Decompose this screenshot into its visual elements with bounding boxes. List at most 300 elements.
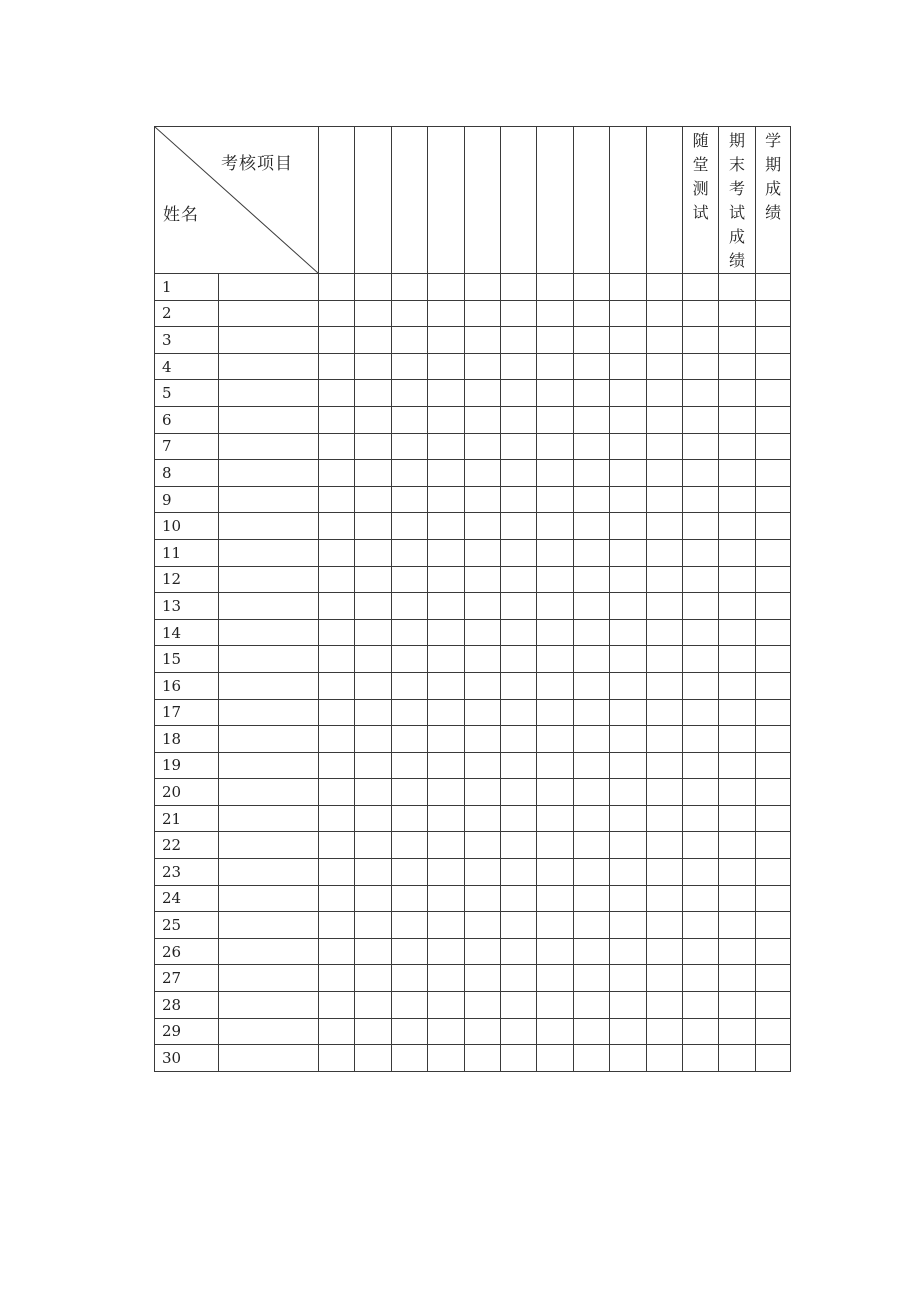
student-name-cell[interactable] <box>219 992 319 1019</box>
item-score-cell[interactable] <box>355 912 391 939</box>
item-score-cell[interactable] <box>464 300 500 327</box>
item-score-cell[interactable] <box>319 965 355 992</box>
term-grade-cell[interactable] <box>755 619 791 646</box>
quiz-score-cell[interactable] <box>682 726 718 753</box>
item-score-cell[interactable] <box>391 965 427 992</box>
item-score-cell[interactable] <box>355 1045 391 1072</box>
item-score-cell[interactable] <box>500 486 536 513</box>
item-score-cell[interactable] <box>537 300 573 327</box>
student-name-cell[interactable] <box>219 938 319 965</box>
term-grade-cell[interactable] <box>755 805 791 832</box>
student-name-cell[interactable] <box>219 832 319 859</box>
item-score-cell[interactable] <box>646 646 682 673</box>
item-score-cell[interactable] <box>537 992 573 1019</box>
item-score-cell[interactable] <box>537 274 573 301</box>
term-grade-cell[interactable] <box>755 859 791 886</box>
item-score-cell[interactable] <box>464 672 500 699</box>
item-score-cell[interactable] <box>319 699 355 726</box>
item-column-header[interactable] <box>646 127 682 274</box>
item-score-cell[interactable] <box>646 300 682 327</box>
item-score-cell[interactable] <box>319 406 355 433</box>
item-score-cell[interactable] <box>355 486 391 513</box>
item-score-cell[interactable] <box>573 513 609 540</box>
item-score-cell[interactable] <box>537 1018 573 1045</box>
student-name-cell[interactable] <box>219 380 319 407</box>
quiz-score-cell[interactable] <box>682 300 718 327</box>
item-score-cell[interactable] <box>319 752 355 779</box>
final-exam-score-cell[interactable] <box>719 486 755 513</box>
item-score-cell[interactable] <box>428 380 464 407</box>
item-score-cell[interactable] <box>610 513 646 540</box>
item-score-cell[interactable] <box>464 699 500 726</box>
item-score-cell[interactable] <box>537 699 573 726</box>
item-score-cell[interactable] <box>500 885 536 912</box>
student-name-cell[interactable] <box>219 486 319 513</box>
final-exam-score-cell[interactable] <box>719 699 755 726</box>
item-score-cell[interactable] <box>319 805 355 832</box>
item-score-cell[interactable] <box>464 433 500 460</box>
item-score-cell[interactable] <box>573 619 609 646</box>
item-score-cell[interactable] <box>610 593 646 620</box>
item-score-cell[interactable] <box>610 486 646 513</box>
quiz-score-cell[interactable] <box>682 938 718 965</box>
item-column-header[interactable] <box>319 127 355 274</box>
item-score-cell[interactable] <box>428 779 464 806</box>
item-score-cell[interactable] <box>391 513 427 540</box>
item-score-cell[interactable] <box>610 274 646 301</box>
student-name-cell[interactable] <box>219 779 319 806</box>
item-score-cell[interactable] <box>610 859 646 886</box>
item-score-cell[interactable] <box>610 965 646 992</box>
item-score-cell[interactable] <box>610 406 646 433</box>
item-score-cell[interactable] <box>646 965 682 992</box>
item-score-cell[interactable] <box>646 726 682 753</box>
item-score-cell[interactable] <box>464 965 500 992</box>
item-score-cell[interactable] <box>355 726 391 753</box>
item-score-cell[interactable] <box>428 406 464 433</box>
item-score-cell[interactable] <box>500 1045 536 1072</box>
item-score-cell[interactable] <box>355 752 391 779</box>
item-score-cell[interactable] <box>355 566 391 593</box>
item-score-cell[interactable] <box>355 619 391 646</box>
item-score-cell[interactable] <box>464 779 500 806</box>
item-score-cell[interactable] <box>391 646 427 673</box>
item-score-cell[interactable] <box>391 672 427 699</box>
item-score-cell[interactable] <box>646 672 682 699</box>
item-score-cell[interactable] <box>464 380 500 407</box>
item-score-cell[interactable] <box>319 779 355 806</box>
item-score-cell[interactable] <box>464 460 500 487</box>
item-score-cell[interactable] <box>573 380 609 407</box>
item-score-cell[interactable] <box>391 885 427 912</box>
item-score-cell[interactable] <box>391 327 427 354</box>
item-score-cell[interactable] <box>573 726 609 753</box>
item-score-cell[interactable] <box>319 1018 355 1045</box>
item-score-cell[interactable] <box>500 566 536 593</box>
item-score-cell[interactable] <box>319 353 355 380</box>
final-exam-score-cell[interactable] <box>719 406 755 433</box>
final-exam-score-cell[interactable] <box>719 832 755 859</box>
term-grade-cell[interactable] <box>755 832 791 859</box>
student-name-cell[interactable] <box>219 539 319 566</box>
quiz-score-cell[interactable] <box>682 380 718 407</box>
item-score-cell[interactable] <box>319 859 355 886</box>
item-score-cell[interactable] <box>537 619 573 646</box>
item-score-cell[interactable] <box>355 672 391 699</box>
item-score-cell[interactable] <box>464 805 500 832</box>
item-score-cell[interactable] <box>391 539 427 566</box>
item-score-cell[interactable] <box>573 859 609 886</box>
term-grade-cell[interactable] <box>755 460 791 487</box>
item-score-cell[interactable] <box>319 539 355 566</box>
item-score-cell[interactable] <box>537 805 573 832</box>
item-score-cell[interactable] <box>319 513 355 540</box>
item-column-header[interactable] <box>537 127 573 274</box>
item-score-cell[interactable] <box>319 646 355 673</box>
item-score-cell[interactable] <box>573 779 609 806</box>
item-score-cell[interactable] <box>573 1045 609 1072</box>
item-score-cell[interactable] <box>464 274 500 301</box>
item-score-cell[interactable] <box>573 486 609 513</box>
item-score-cell[interactable] <box>464 619 500 646</box>
student-name-cell[interactable] <box>219 593 319 620</box>
item-score-cell[interactable] <box>464 912 500 939</box>
final-exam-score-cell[interactable] <box>719 992 755 1019</box>
item-score-cell[interactable] <box>610 433 646 460</box>
item-score-cell[interactable] <box>537 353 573 380</box>
final-exam-score-cell[interactable] <box>719 1018 755 1045</box>
item-score-cell[interactable] <box>537 726 573 753</box>
item-score-cell[interactable] <box>573 274 609 301</box>
item-score-cell[interactable] <box>537 646 573 673</box>
item-score-cell[interactable] <box>500 992 536 1019</box>
item-score-cell[interactable] <box>537 832 573 859</box>
item-score-cell[interactable] <box>319 486 355 513</box>
item-score-cell[interactable] <box>319 327 355 354</box>
quiz-score-cell[interactable] <box>682 832 718 859</box>
item-score-cell[interactable] <box>610 539 646 566</box>
quiz-score-cell[interactable] <box>682 965 718 992</box>
item-score-cell[interactable] <box>646 779 682 806</box>
item-score-cell[interactable] <box>646 752 682 779</box>
item-score-cell[interactable] <box>428 353 464 380</box>
student-name-cell[interactable] <box>219 859 319 886</box>
item-score-cell[interactable] <box>355 859 391 886</box>
item-score-cell[interactable] <box>355 327 391 354</box>
item-score-cell[interactable] <box>464 513 500 540</box>
item-score-cell[interactable] <box>355 406 391 433</box>
item-score-cell[interactable] <box>428 938 464 965</box>
final-exam-score-cell[interactable] <box>719 619 755 646</box>
final-exam-score-cell[interactable] <box>719 380 755 407</box>
item-score-cell[interactable] <box>646 859 682 886</box>
item-score-cell[interactable] <box>428 1018 464 1045</box>
quiz-score-cell[interactable] <box>682 699 718 726</box>
final-exam-score-cell[interactable] <box>719 274 755 301</box>
item-score-cell[interactable] <box>391 566 427 593</box>
term-grade-cell[interactable] <box>755 726 791 753</box>
item-score-cell[interactable] <box>428 593 464 620</box>
student-name-cell[interactable] <box>219 885 319 912</box>
item-score-cell[interactable] <box>355 380 391 407</box>
term-grade-cell[interactable] <box>755 327 791 354</box>
item-score-cell[interactable] <box>500 460 536 487</box>
item-score-cell[interactable] <box>355 300 391 327</box>
term-grade-cell[interactable] <box>755 912 791 939</box>
item-score-cell[interactable] <box>391 380 427 407</box>
item-score-cell[interactable] <box>355 433 391 460</box>
item-score-cell[interactable] <box>500 672 536 699</box>
item-score-cell[interactable] <box>428 274 464 301</box>
item-score-cell[interactable] <box>355 832 391 859</box>
term-grade-cell[interactable] <box>755 646 791 673</box>
term-grade-cell[interactable] <box>755 353 791 380</box>
quiz-score-cell[interactable] <box>682 353 718 380</box>
item-score-cell[interactable] <box>391 353 427 380</box>
item-score-cell[interactable] <box>428 1045 464 1072</box>
item-score-cell[interactable] <box>500 699 536 726</box>
item-score-cell[interactable] <box>391 406 427 433</box>
item-score-cell[interactable] <box>610 672 646 699</box>
item-column-header[interactable] <box>428 127 464 274</box>
item-score-cell[interactable] <box>500 832 536 859</box>
item-score-cell[interactable] <box>319 300 355 327</box>
item-score-cell[interactable] <box>610 699 646 726</box>
item-score-cell[interactable] <box>464 752 500 779</box>
quiz-score-cell[interactable] <box>682 460 718 487</box>
quiz-score-cell[interactable] <box>682 274 718 301</box>
item-score-cell[interactable] <box>428 539 464 566</box>
item-score-cell[interactable] <box>646 380 682 407</box>
item-score-cell[interactable] <box>646 486 682 513</box>
item-score-cell[interactable] <box>537 672 573 699</box>
item-score-cell[interactable] <box>500 859 536 886</box>
item-score-cell[interactable] <box>500 353 536 380</box>
final-exam-score-cell[interactable] <box>719 965 755 992</box>
final-exam-score-cell[interactable] <box>719 912 755 939</box>
item-score-cell[interactable] <box>646 566 682 593</box>
item-score-cell[interactable] <box>355 353 391 380</box>
item-score-cell[interactable] <box>355 460 391 487</box>
item-score-cell[interactable] <box>464 327 500 354</box>
item-score-cell[interactable] <box>573 938 609 965</box>
item-score-cell[interactable] <box>319 433 355 460</box>
item-score-cell[interactable] <box>573 912 609 939</box>
term-grade-cell[interactable] <box>755 380 791 407</box>
item-score-cell[interactable] <box>428 513 464 540</box>
item-score-cell[interactable] <box>464 1045 500 1072</box>
item-score-cell[interactable] <box>500 406 536 433</box>
item-score-cell[interactable] <box>428 752 464 779</box>
item-score-cell[interactable] <box>537 593 573 620</box>
item-score-cell[interactable] <box>428 566 464 593</box>
item-score-cell[interactable] <box>610 1018 646 1045</box>
term-grade-cell[interactable] <box>755 699 791 726</box>
item-score-cell[interactable] <box>391 699 427 726</box>
item-score-cell[interactable] <box>355 1018 391 1045</box>
item-score-cell[interactable] <box>428 859 464 886</box>
quiz-score-cell[interactable] <box>682 433 718 460</box>
item-score-cell[interactable] <box>319 885 355 912</box>
item-score-cell[interactable] <box>355 593 391 620</box>
final-exam-score-cell[interactable] <box>719 859 755 886</box>
item-score-cell[interactable] <box>646 805 682 832</box>
final-exam-score-cell[interactable] <box>719 805 755 832</box>
item-score-cell[interactable] <box>573 593 609 620</box>
item-column-header[interactable] <box>610 127 646 274</box>
item-score-cell[interactable] <box>500 619 536 646</box>
item-score-cell[interactable] <box>573 327 609 354</box>
quiz-score-cell[interactable] <box>682 992 718 1019</box>
item-score-cell[interactable] <box>500 965 536 992</box>
item-score-cell[interactable] <box>391 805 427 832</box>
final-exam-score-cell[interactable] <box>719 513 755 540</box>
item-score-cell[interactable] <box>573 992 609 1019</box>
item-score-cell[interactable] <box>537 539 573 566</box>
final-exam-score-cell[interactable] <box>719 460 755 487</box>
final-exam-score-cell[interactable] <box>719 726 755 753</box>
item-score-cell[interactable] <box>573 672 609 699</box>
item-score-cell[interactable] <box>428 699 464 726</box>
item-score-cell[interactable] <box>355 965 391 992</box>
item-score-cell[interactable] <box>573 885 609 912</box>
quiz-score-cell[interactable] <box>682 593 718 620</box>
final-exam-score-cell[interactable] <box>719 300 755 327</box>
item-score-cell[interactable] <box>391 1018 427 1045</box>
item-score-cell[interactable] <box>464 406 500 433</box>
quiz-score-cell[interactable] <box>682 752 718 779</box>
term-grade-cell[interactable] <box>755 779 791 806</box>
item-column-header[interactable] <box>464 127 500 274</box>
item-score-cell[interactable] <box>319 566 355 593</box>
item-score-cell[interactable] <box>537 965 573 992</box>
item-score-cell[interactable] <box>573 965 609 992</box>
quiz-score-cell[interactable] <box>682 885 718 912</box>
item-score-cell[interactable] <box>428 672 464 699</box>
quiz-score-cell[interactable] <box>682 327 718 354</box>
term-grade-cell[interactable] <box>755 486 791 513</box>
item-score-cell[interactable] <box>428 460 464 487</box>
term-grade-cell[interactable] <box>755 885 791 912</box>
item-score-cell[interactable] <box>391 938 427 965</box>
quiz-score-cell[interactable] <box>682 646 718 673</box>
item-score-cell[interactable] <box>428 992 464 1019</box>
item-score-cell[interactable] <box>391 619 427 646</box>
item-score-cell[interactable] <box>500 779 536 806</box>
item-score-cell[interactable] <box>464 646 500 673</box>
item-score-cell[interactable] <box>428 619 464 646</box>
item-score-cell[interactable] <box>500 593 536 620</box>
item-score-cell[interactable] <box>500 1018 536 1045</box>
final-exam-score-cell[interactable] <box>719 593 755 620</box>
item-score-cell[interactable] <box>500 433 536 460</box>
item-score-cell[interactable] <box>610 805 646 832</box>
item-score-cell[interactable] <box>464 486 500 513</box>
item-score-cell[interactable] <box>646 938 682 965</box>
item-score-cell[interactable] <box>500 380 536 407</box>
student-name-cell[interactable] <box>219 513 319 540</box>
term-grade-cell[interactable] <box>755 433 791 460</box>
item-score-cell[interactable] <box>537 938 573 965</box>
item-score-cell[interactable] <box>610 752 646 779</box>
item-score-cell[interactable] <box>391 779 427 806</box>
student-name-cell[interactable] <box>219 406 319 433</box>
item-score-cell[interactable] <box>355 539 391 566</box>
student-name-cell[interactable] <box>219 274 319 301</box>
term-grade-cell[interactable] <box>755 513 791 540</box>
item-score-cell[interactable] <box>646 912 682 939</box>
item-score-cell[interactable] <box>610 300 646 327</box>
item-score-cell[interactable] <box>573 433 609 460</box>
student-name-cell[interactable] <box>219 566 319 593</box>
item-score-cell[interactable] <box>500 912 536 939</box>
item-score-cell[interactable] <box>464 1018 500 1045</box>
item-score-cell[interactable] <box>355 885 391 912</box>
term-grade-cell[interactable] <box>755 965 791 992</box>
student-name-cell[interactable] <box>219 433 319 460</box>
student-name-cell[interactable] <box>219 726 319 753</box>
item-score-cell[interactable] <box>610 885 646 912</box>
quiz-score-cell[interactable] <box>682 539 718 566</box>
item-score-cell[interactable] <box>319 619 355 646</box>
item-score-cell[interactable] <box>573 805 609 832</box>
item-score-cell[interactable] <box>610 380 646 407</box>
final-exam-score-cell[interactable] <box>719 885 755 912</box>
item-score-cell[interactable] <box>319 274 355 301</box>
item-score-cell[interactable] <box>391 726 427 753</box>
item-score-cell[interactable] <box>646 699 682 726</box>
item-score-cell[interactable] <box>500 726 536 753</box>
item-score-cell[interactable] <box>537 566 573 593</box>
item-score-cell[interactable] <box>537 460 573 487</box>
student-name-cell[interactable] <box>219 805 319 832</box>
item-score-cell[interactable] <box>428 832 464 859</box>
item-score-cell[interactable] <box>646 353 682 380</box>
item-score-cell[interactable] <box>428 646 464 673</box>
term-grade-cell[interactable] <box>755 672 791 699</box>
final-exam-score-cell[interactable] <box>719 353 755 380</box>
item-score-cell[interactable] <box>428 300 464 327</box>
item-score-cell[interactable] <box>610 938 646 965</box>
item-score-cell[interactable] <box>464 539 500 566</box>
item-score-cell[interactable] <box>537 327 573 354</box>
item-score-cell[interactable] <box>573 406 609 433</box>
item-column-header[interactable] <box>391 127 427 274</box>
item-score-cell[interactable] <box>319 726 355 753</box>
quiz-score-cell[interactable] <box>682 566 718 593</box>
final-exam-score-cell[interactable] <box>719 672 755 699</box>
student-name-cell[interactable] <box>219 1018 319 1045</box>
term-grade-cell[interactable] <box>755 274 791 301</box>
item-score-cell[interactable] <box>610 1045 646 1072</box>
item-score-cell[interactable] <box>319 912 355 939</box>
item-score-cell[interactable] <box>464 859 500 886</box>
item-score-cell[interactable] <box>391 486 427 513</box>
quiz-score-cell[interactable] <box>682 1018 718 1045</box>
quiz-score-cell[interactable] <box>682 1045 718 1072</box>
item-score-cell[interactable] <box>319 460 355 487</box>
term-grade-cell[interactable] <box>755 566 791 593</box>
item-score-cell[interactable] <box>391 593 427 620</box>
term-grade-cell[interactable] <box>755 406 791 433</box>
term-grade-cell[interactable] <box>755 1018 791 1045</box>
final-exam-score-cell[interactable] <box>719 327 755 354</box>
item-score-cell[interactable] <box>610 460 646 487</box>
item-score-cell[interactable] <box>573 300 609 327</box>
item-score-cell[interactable] <box>646 885 682 912</box>
item-score-cell[interactable] <box>500 805 536 832</box>
item-score-cell[interactable] <box>500 300 536 327</box>
